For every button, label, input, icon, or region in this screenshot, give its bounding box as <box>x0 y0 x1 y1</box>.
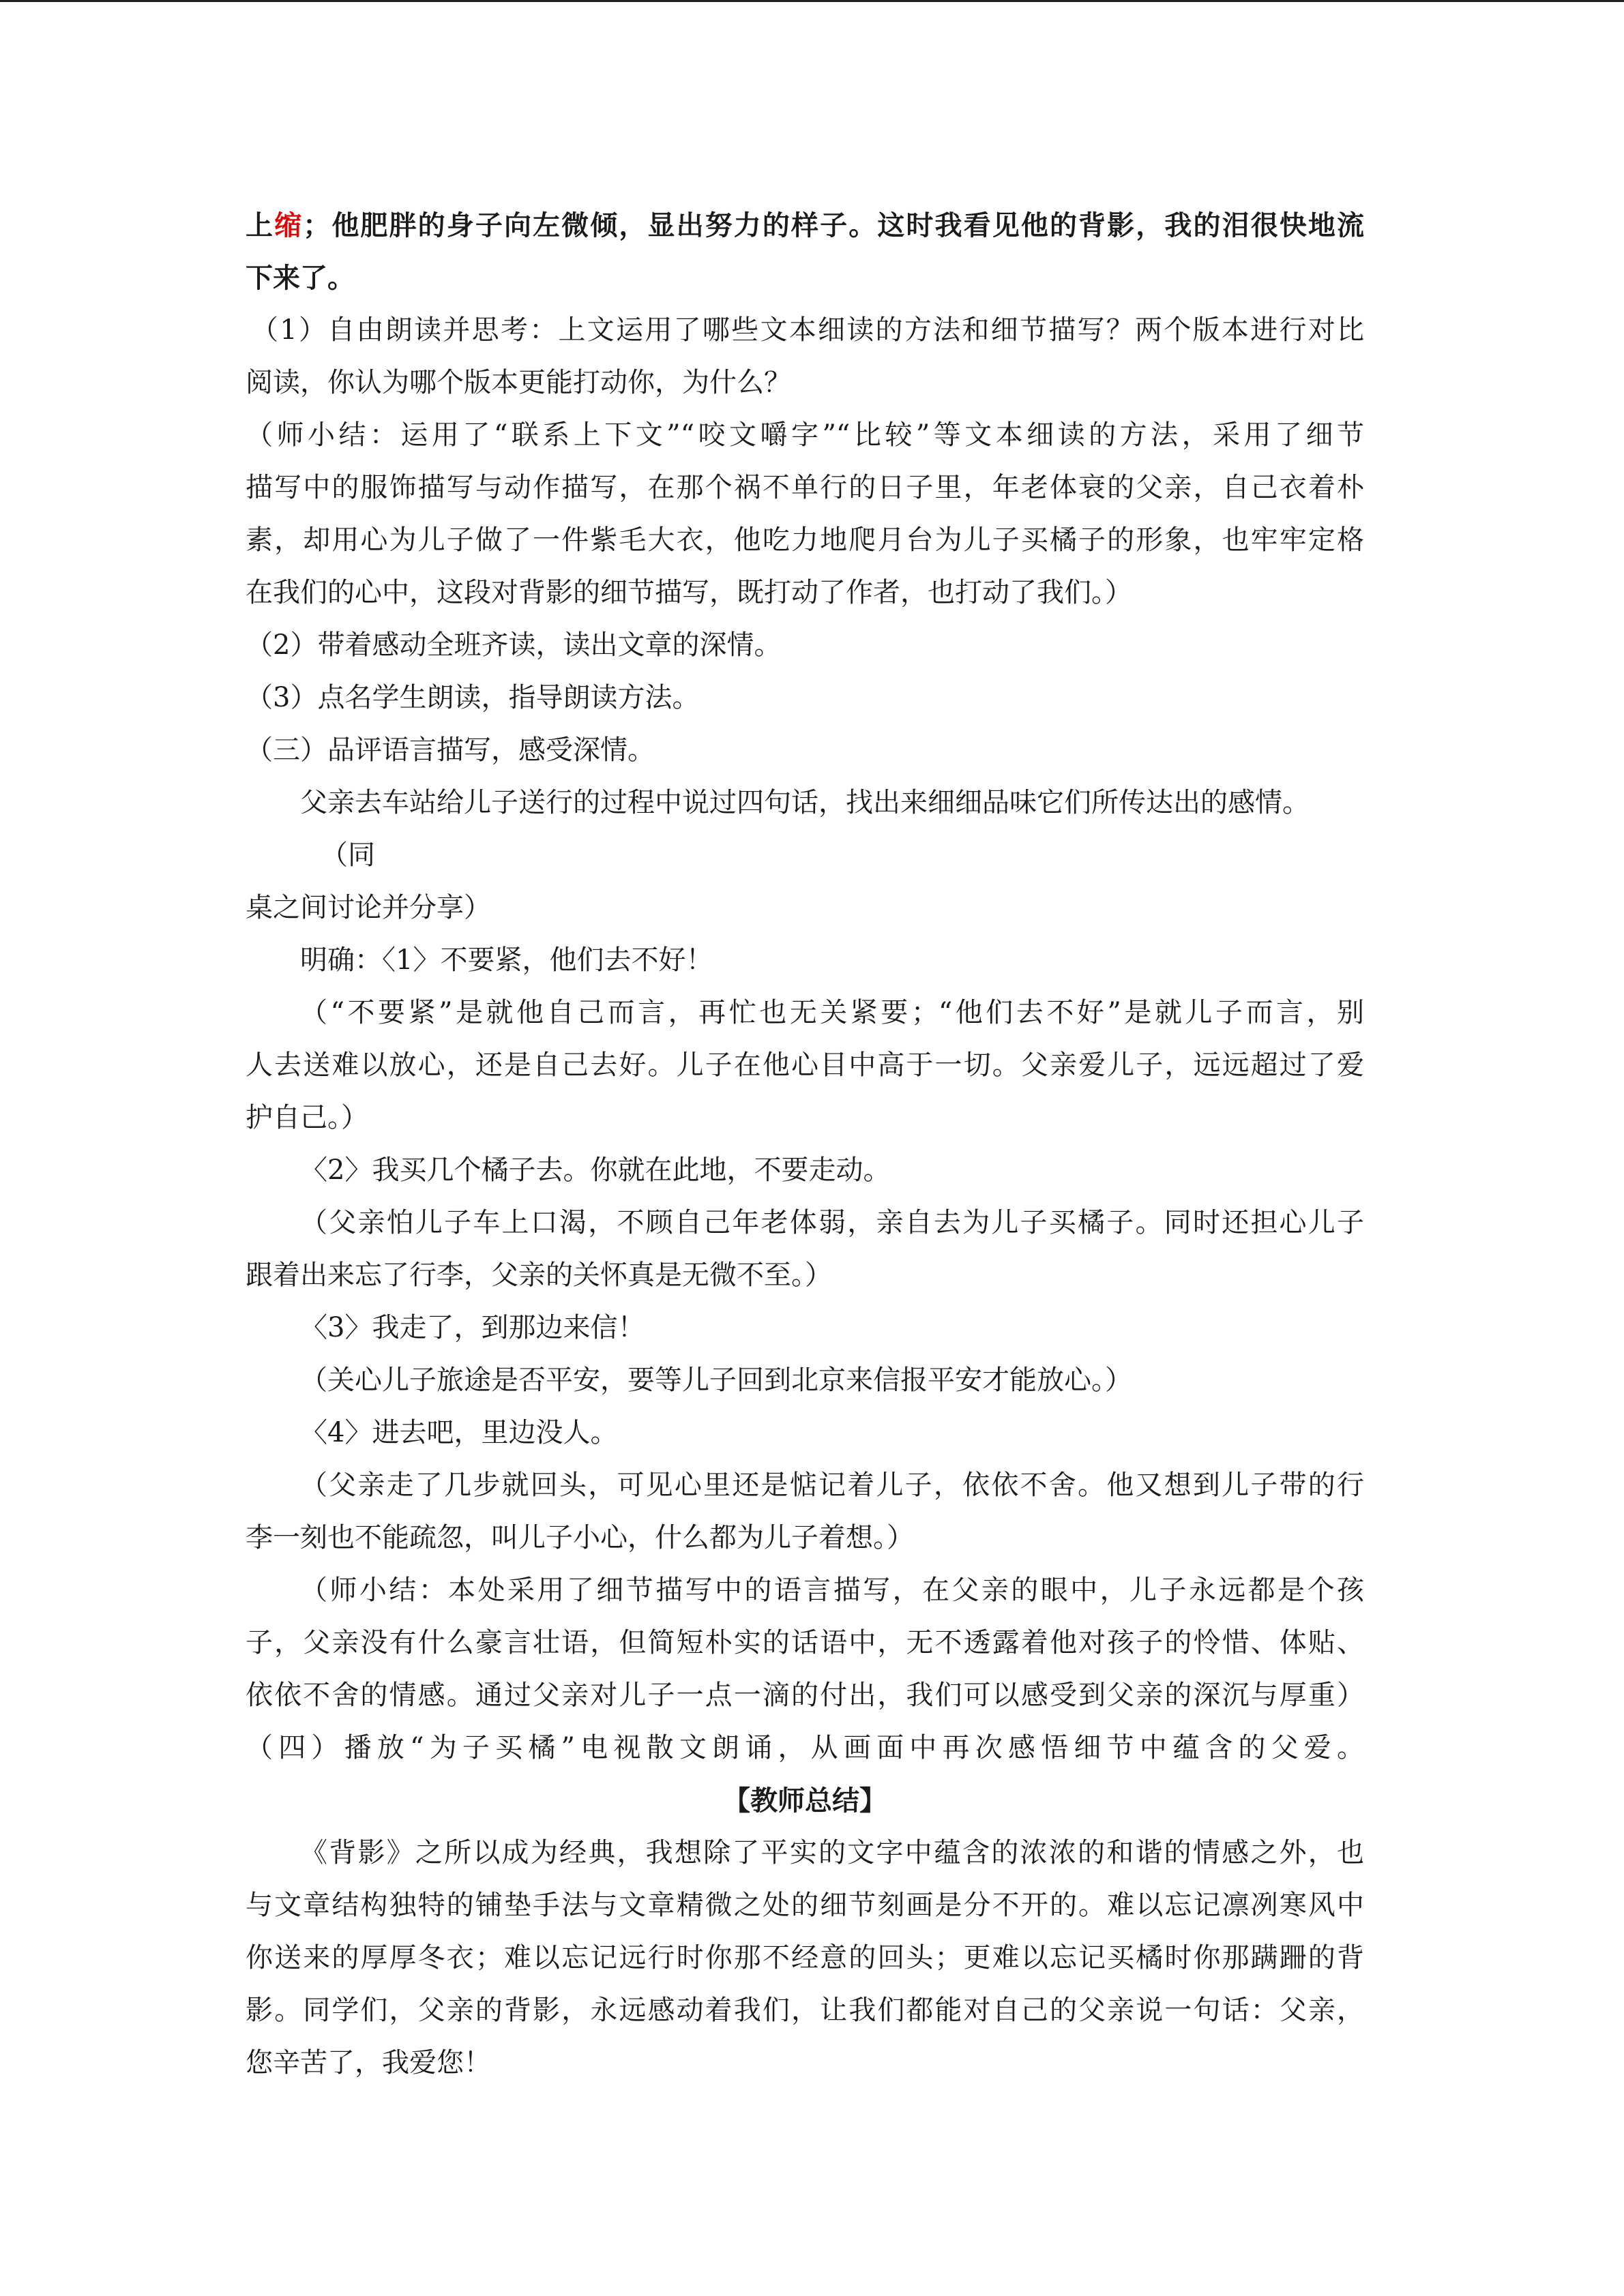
sentence-2: 〈2〉我买几个橘子去。你就在此地，不要走动。 <box>300 1154 891 1186</box>
teacher-summary-heading: 【教师总结】 <box>723 1785 887 1817</box>
teacher-summary-1-line-2: 描写中的服饰描写与动作描写，在那个祸不单行的日子里，年老体衰的父亲，自己衣着朴 <box>246 472 1364 503</box>
intro-line-1 <box>246 199 1364 252</box>
conclusion-line-1: 《背影》之所以成为经典，我想除了平实的文字中蕴含的浓浓的和谐的情感之外，也 <box>300 1837 1364 1868</box>
intro-text-rest: ；他肥胖的身子向左微倾，显出努力的样子。这时我看见他的背影，我的泪很快地流 <box>303 209 1365 241</box>
question-3: （3）点名学生朗读，指导朗读方法。 <box>246 682 700 713</box>
teacher-summary-1-line-3: 素，却用心为儿子做了一件紫毛大衣，他吃力地爬月台为儿子买橘子的形象，也牢牢定格 <box>246 524 1364 556</box>
sentence-2-note-line-1: （父亲怕儿子车上口渴，不顾自己年老体弱，亲自去为儿子买橘子。同时还担心儿子 <box>300 1207 1364 1238</box>
question-1-line-2: 阅读，你认为哪个版本更能打动你，为什么？ <box>246 367 791 398</box>
sentence-3-note: （关心儿子旅途是否平安，要等儿子回到北京来信报平安才能放心。） <box>300 1365 1132 1396</box>
intro-line-2: 下来了。 <box>246 262 355 294</box>
sentence-4-note-line-1: （父亲走了几步就回头，可见心里还是惦记着儿子，依依不舍。他又想到儿子带的行 <box>300 1470 1364 1501</box>
sentence-4: 〈4〉进去吧，里边没人。 <box>300 1417 618 1448</box>
teacher-summary-2-line-2: 子，父亲没有什么豪言壮语，但简短朴实的话语中，无不透露着他对孩子的怜惜、体贴、 <box>246 1627 1364 1658</box>
sentence-3: 〈3〉我走了，到那边来信！ <box>300 1312 645 1343</box>
teacher-summary-1-line-4: 在我们的心中，这段对背影的细节描写，既打动了作者，也打动了我们。） <box>246 577 1132 608</box>
task-note-start: （同 <box>321 839 375 871</box>
section-4-heading: （四）播放“为子买橘”电视散文朗诵，从画面中再次感悟细节中蕴含的父爱。 <box>246 1732 1364 1763</box>
conclusion-line-3: 你送来的厚厚冬衣；难以忘记远行时你那不经意的回头；更难以忘记买橘时你那蹒跚的背 <box>246 1942 1364 1973</box>
task-note-end: 桌之间讨论并分享） <box>246 892 491 923</box>
conclusion-line-4: 影。同学们，父亲的背影，永远感动着我们，让我们都能对自己的父亲说一句话：父亲， <box>246 1995 1364 2026</box>
teacher-summary-2-line-3: 依依不舍的情感。通过父亲对儿子一点一滴的付出，我们可以感受到父亲的深沉与厚重） <box>246 1680 1364 1711</box>
sentence-1: 明确：〈1〉不要紧，他们去不好！ <box>300 944 713 976</box>
highlighted-char: 缩 <box>274 209 304 241</box>
document-page <box>246 199 1364 2089</box>
page-top-border <box>0 0 1624 2</box>
conclusion-line-5: 您辛苦了，我爱您！ <box>246 2047 491 2078</box>
conclusion-line-2: 与文章结构独特的铺垫手法与文章精微之处的细节刻画是分不开的。难以忘记凛冽寒风中 <box>246 1890 1364 1921</box>
sentence-1-note-line-1: （“不要紧”是就他自己而言，再忙也无关紧要；“他们去不好”是就儿子而言，别 <box>300 997 1364 1028</box>
sentence-4-note-line-2: 李一刻也不能疏忽，叫儿子小心，什么都为儿子着想。） <box>246 1522 914 1553</box>
question-2: （2）带着感动全班齐读，读出文章的深情。 <box>246 629 782 661</box>
sentence-1-note-line-2: 人去送难以放心，还是自己去好。儿子在他心目中高于一切。父亲爱儿子，远远超过了爱 <box>246 1049 1364 1081</box>
teacher-summary-1-line-1: （师小结：运用了“联系上下文”“咬文嚼字”“比较”等文本细读的方法，采用了细节 <box>246 419 1364 451</box>
task-instruction: 父亲去车站给儿子送行的过程中说过四句话，找出来细细品味它们所传达出的感情。 <box>300 787 1310 818</box>
section-3-heading: （三）品评语言描写，感受深情。 <box>246 734 655 766</box>
intro-text-start: 上 <box>246 209 275 241</box>
question-1-line-1: （1）自由朗读并思考：上文运用了哪些文本细读的方法和细节描写？两个版本进行对比 <box>251 314 1364 346</box>
sentence-2-note-line-2: 跟着出来忘了行李，父亲的关怀真是无微不至。） <box>246 1259 832 1291</box>
teacher-summary-2-line-1: （师小结：本处采用了细节描写中的语言描写，在父亲的眼中，儿子永远都是个孩 <box>300 1575 1364 1606</box>
sentence-1-note-line-3: 护自己。） <box>246 1102 368 1133</box>
